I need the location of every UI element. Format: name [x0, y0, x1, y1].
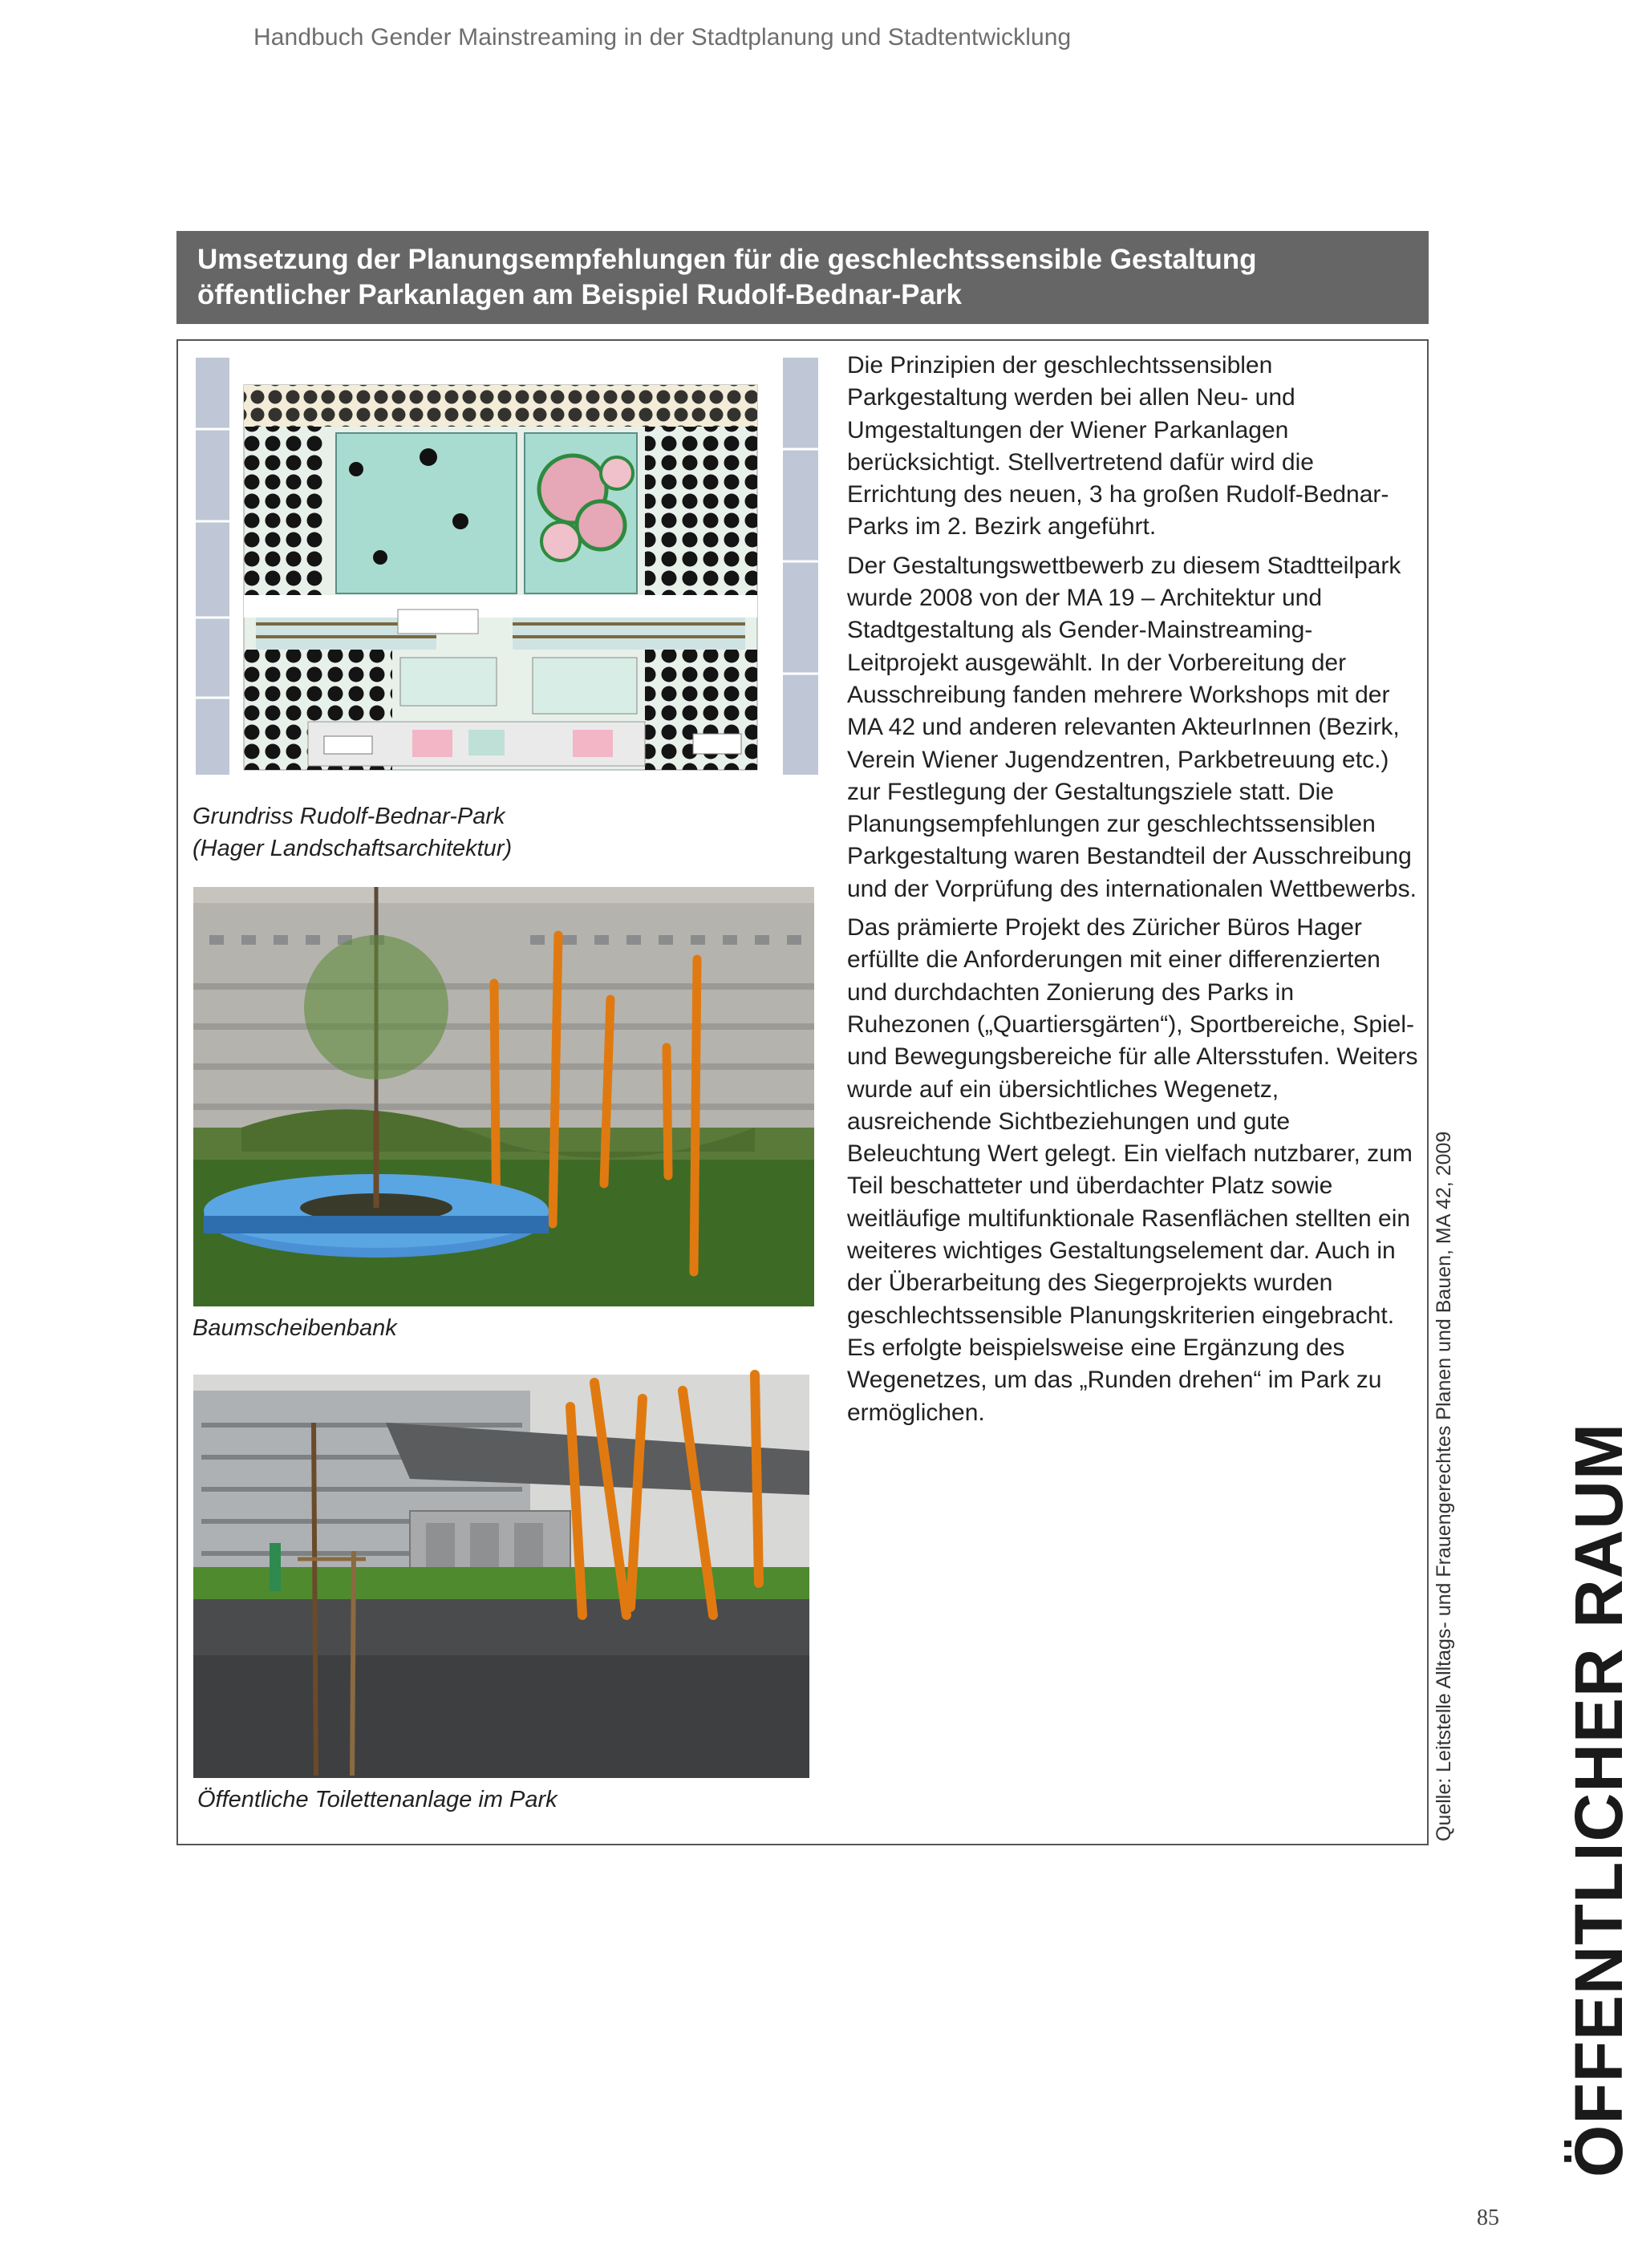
caption-line: Grundriss Rudolf-Bednar-Park: [193, 804, 505, 829]
site-plan-image: [196, 353, 818, 794]
section-label: ÖFFENTLICHER RAUM: [1561, 1423, 1636, 2177]
figure-caption: [193, 800, 802, 865]
section-title-bar: [176, 231, 1429, 324]
body-text: [847, 350, 1418, 1436]
section-title: Umsetzung der Planungsempfehlungen für die geschlechtssensible Gestaltung öffentlicher Parkanlagen am Beispiel Rudolf-Bednar-Park: [197, 244, 1257, 310]
figure-caption: Öffentliche Toilettenanlage im Park: [197, 1787, 557, 1812]
paragraph: Die Prinzipien der geschlechtssensiblen Parkgestaltung werden bei allen Neu- und Umgestaltungen der Wiener Parkanlagen berücksichtigt. Stellvertretend dafür wird die Errichtung des neuen, 3 ha großen Rudolf-Bednar-Parks im 2. Bezirk angeführt.: [847, 352, 1389, 541]
bench-photo: [193, 887, 814, 1306]
figure-caption: Baumscheibenbank: [193, 1315, 397, 1341]
page-number: 85: [1477, 2205, 1499, 2230]
source-note: Quelle: Leitstelle Alltags- und Frauengerechtes Planen und Bauen, MA 42, 2009: [1433, 1131, 1455, 1841]
running-header: Handbuch Gender Mainstreaming in der Stadtplanung und Stadtentwicklung: [253, 24, 1072, 51]
toilet-photo: [193, 1375, 809, 1778]
paragraph: Der Gestaltungswettbewerb zu diesem Stadtteilpark wurde 2008 von der MA 19 – Architektur und Stadtgestaltung als Gender-Mainstreaming-Leitprojekt ausgewählt. In der Vorbereitung der Ausschreibung fanden mehrere Workshops mit der MA 42 und anderen relevanten AkteurInnen (Bezirk, Verein Wiener Jugendzentren, Parkbetreuung etc.) zur Festlegung der Gestaltungsziele statt. Die Planungsempfehlungen zur geschlechtssensiblen Parkgestaltung waren Bestandteil der Ausschreibung und der Vorprüfung des internationalen Wettbewerbs.: [847, 552, 1417, 902]
paragraph: Das prämierte Projekt des Züricher Büros Hager erfüllte die Anforderungen mit einer differenzierten und durchdachten Zonierung des Parks in Ruhezonen („Quartiersgärten“), Sportbereiche, Spiel- und Bewegungsbereiche für alle Altersstufen. Weiters wurde auf ein übersichtliches Wegenetz, ausreichende Sichtbeziehungen und gute Beleuchtung Wert gelegt. Ein vielfach nutzbarer, zum Teil beschatteter und überdachter Platz sowie weitläufige multifunktionale Rasenflächen stellten ein weiteres wichtiges Gestaltungselement dar. Auch in der Überarbeitung des Siegerprojekts wurden geschlechtssensible Planungskriterien eingebracht. Es erfolgte beispielsweise eine Ergänzung des Wegenetzes, um das „Runden drehen“ im Park zu ermöglichen.: [847, 914, 1418, 1426]
caption-line: (Hager Landschaftsarchitektur): [193, 836, 513, 861]
